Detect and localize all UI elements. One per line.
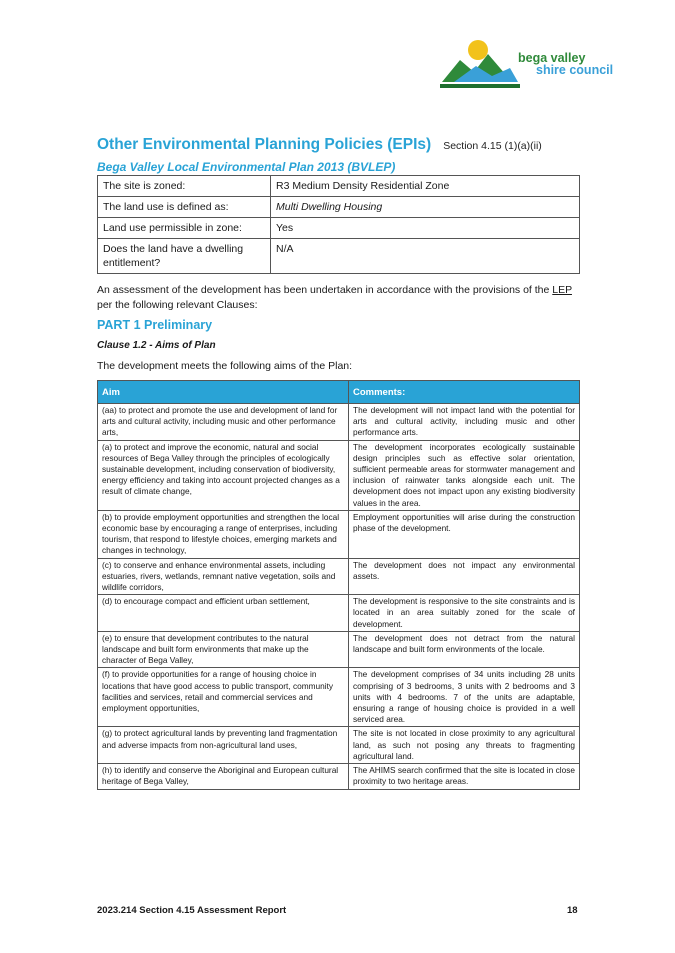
comment-cell: The development does not impact any environmental assets. <box>349 558 580 595</box>
logo-line-1: bega valley <box>518 51 586 65</box>
table-row <box>98 558 580 595</box>
table-row <box>98 218 580 239</box>
aim-cell: (a) to protect and improve the economic, natural and social resources of Bega Valley through the principles of ecologically sustainable development, including conservation of biodiversity, energy efficiency and taking into account projected changes as a result of climate change, <box>98 440 349 510</box>
zoning-label: The site is zoned: <box>98 176 271 197</box>
comment-cell: The AHIMS search confirmed that the site is located in close proximity to two heritage areas. <box>349 764 580 789</box>
table-row <box>98 176 580 197</box>
table-header-row <box>98 381 580 404</box>
aim-cell: (g) to protect agricultural lands by preventing land fragmentation and adverse impacts from non-agricultural land uses, <box>98 727 349 764</box>
table-row <box>98 764 580 789</box>
zoning-value: N/A <box>271 239 580 274</box>
table-row <box>98 668 580 727</box>
lep-subheading: Bega Valley Local Environmental Plan 2013 (BVLEP) <box>97 160 396 174</box>
assessment-text-end: per the following relevant Clauses: <box>97 299 258 311</box>
column-header-comments: Comments: <box>349 381 580 404</box>
column-header-aim: Aim <box>98 381 349 404</box>
comment-cell: The development will not impact land with the potential for arts and cultural activity, including music and other performance arts. <box>349 404 580 441</box>
assessment-text: An assessment of the development has been undertaken in accordance with the provisions of the <box>97 284 553 296</box>
zoning-label: Land use permissible in zone: <box>98 218 271 239</box>
table-row <box>98 440 580 510</box>
aim-cell: (aa) to protect and promote the use and development of land for arts and cultural activity, including music and other performance arts, <box>98 404 349 441</box>
logo-text <box>518 52 613 76</box>
part-heading: PART 1 Preliminary <box>97 318 213 332</box>
comment-cell: The site is not located in close proximity to any agricultural land, as such not posing any threats to fragmenting agricultural land. <box>349 727 580 764</box>
table-row <box>98 727 580 764</box>
aim-cell: (c) to conserve and enhance environmental assets, including estuaries, rivers, wetlands, remnant native vegetation, soils and wildlife corridors, <box>98 558 349 595</box>
table-row <box>98 631 580 668</box>
page-number: 18 <box>567 905 578 916</box>
intro-text: The development meets the following aims of the Plan: <box>97 360 353 372</box>
table-row <box>98 197 580 218</box>
logo-line-2: shire council <box>536 63 614 77</box>
zoning-value: Yes <box>271 218 580 239</box>
section-title: Other Environmental Planning Policies (EPIs) <box>97 136 432 153</box>
hills-sun-icon <box>440 38 520 90</box>
comment-cell: The development incorporates ecologically sustainable design principles such as effective solar orientation, sufficient permeable areas for stormwater management and inclusion of rainwater tanks alongside each unit. The development does not impact upon any existing biodiversity values in the area. <box>349 440 580 510</box>
table-row <box>98 595 580 632</box>
comment-cell: The development comprises of 34 units including 28 units comprising of 3 bedrooms, 3 units with 2 bedrooms and 3 units with 4 bedrooms. 7 of the units are adaptable, ensuring a range of housing choice is provided in a well serviced area. <box>349 668 580 727</box>
aim-cell: (e) to ensure that development contributes to the natural landscape and built form environments that make up the character of Bega Valley, <box>98 631 349 668</box>
comment-cell: The development is responsive to the site constraints and is located in an area suitably zoned for the scale of development. <box>349 595 580 632</box>
footer-report-title: 2023.214 Section 4.15 Assessment Report <box>97 905 287 916</box>
zoning-label: The land use is defined as: <box>98 197 271 218</box>
aim-cell: (d) to encourage compact and efficient urban settlement, <box>98 595 349 632</box>
assessment-paragraph <box>97 283 580 313</box>
zoning-value: Multi Dwelling Housing <box>271 197 580 218</box>
table-row <box>98 239 580 274</box>
council-logo <box>440 38 630 90</box>
zoning-value: R3 Medium Density Residential Zone <box>271 176 580 197</box>
aim-cell: (b) to provide employment opportunities and strengthen the local economic base by encouraging a range of enterprises, including tourism, that respond to lifestyle choices, emerging markets and changes in technology, <box>98 510 349 558</box>
aim-cell: (h) to identify and conserve the Aboriginal and European cultural heritage of Bega Valley, <box>98 764 349 789</box>
table-row <box>98 510 580 558</box>
comment-cell: The development does not detract from the natural landscape and built form environments of the locale. <box>349 631 580 668</box>
section-heading <box>97 136 542 154</box>
zoning-table <box>97 175 580 274</box>
zoning-label: Does the land have a dwelling entitlement? <box>98 239 271 274</box>
table-row <box>98 404 580 441</box>
aim-cell: (f) to provide opportunities for a range of housing choice in locations that have good access to public transport, community facilities and services, retail and commercial services and employment opportunities, <box>98 668 349 727</box>
clause-heading: Clause 1.2 - Aims of Plan <box>97 340 216 351</box>
lep-abbreviation: LEP <box>552 284 572 296</box>
comment-cell: Employment opportunities will arise during the construction phase of the development. <box>349 510 580 558</box>
section-reference: Section 4.15 (1)(a)(ii) <box>443 140 542 152</box>
aims-table <box>97 380 580 790</box>
